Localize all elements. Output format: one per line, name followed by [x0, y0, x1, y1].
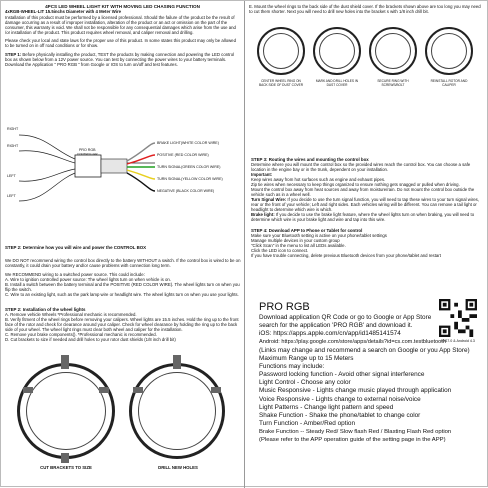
step2-item-a: A. Wire to ignition controlled power source: The wheel lights turn on when vehicle is on.	[5, 277, 171, 282]
brake-light-heading: Brake light:	[251, 212, 275, 217]
step2b-item-b: B. Verify fitment of the wheel rings before removing your calipers. Wheel lights are 15.5 inches. Hold the ring up to the front face of the rotor and check for clearance around your caliper. Check for wheel clearance by holding the ring up to the back side of your wheel. The wheel light rings must clear both wheel and caliper for the installation.	[5, 317, 239, 332]
wheel-step-1	[257, 27, 305, 75]
step1-body: Before physically installing the product, TEST the products by making connection and powering the LED control box as shown below from a 12V power source. You can test by connecting the power wires to your battery terminals. Download the Application " PRO RGB " from Google or IOS to turn on/off and test features.	[5, 52, 235, 67]
controller-box	[75, 155, 101, 177]
step1-text	[5, 52, 240, 67]
bracket-top	[61, 355, 69, 369]
intro-laws: Please check your local and state laws for the proper use of this product. In some states this product may only be allowed to be turned on in off road conditions or for show.	[5, 38, 236, 48]
wire-left-2	[19, 173, 75, 201]
app-line-14: Turn Function - Amber/Red option	[259, 420, 356, 428]
step2b-item-d: D. Cut brackets to size if needed and drill holes to your rotor dust shields (1/8 inch drill bit)	[5, 337, 176, 342]
step2b-heading: STEP 2: Installation of the wheel lights	[5, 307, 86, 312]
wheel-caption-1: CENTER WHEEL RING ON BACK SIDE OF DUST COVER	[258, 79, 304, 87]
app-line-12: Light Patterns - Change light pattern and speed	[259, 403, 394, 411]
app-line-16: (Please refer to the APP operation guide of the setting page in the APP)	[259, 437, 446, 444]
wheel-step-2	[313, 27, 361, 75]
wheel-ring-cut-brackets	[17, 363, 115, 459]
wheel-ring-drill-holes	[129, 363, 225, 459]
app-line-7: Functions may include:	[259, 362, 325, 370]
label-left-1: LEFT	[7, 174, 16, 178]
step2b-item-a: A. Remove vehicle Wheels *Professional mechanic is recommended.	[5, 312, 137, 317]
app-line-9: Light Control - Choose any color	[259, 379, 351, 387]
brake-light-text: If you decide to use the brake light feature, where the wheel lights turn on when braking, you will need to determine which wire is your brake light and wire and tap into this wire.	[251, 212, 475, 222]
step2b-item-c: C. Remove your brake components(). *Professional mechanic is recommended.	[5, 332, 157, 337]
app-line-6: Maximum Range up to 15 Meters	[259, 354, 354, 362]
label-right-1: RIGHT	[7, 127, 19, 131]
app-line-10: Music Responsive - Lights change music played through application	[259, 387, 452, 395]
turn-signal-heading: Turn Signal Wire:	[251, 197, 287, 202]
output-wires	[127, 143, 155, 191]
wheel-step-3	[369, 27, 417, 75]
step4-heading: STEP 4: Download APP to Phone or Tablet for control	[251, 228, 363, 233]
app-line-5: (Links may change and recommend a search on Google or you App Store)	[259, 346, 470, 354]
caption-cut-brackets: CUT BRACKETS TO SIZE	[40, 465, 92, 470]
app-line-1: Download application QR Code or go to Google or App Store	[259, 314, 432, 321]
model-line: 4xRGB-WHEEL-LIT 15.5inchs Diameter with 4 Meter Wire	[5, 9, 122, 14]
label-right-2: RIGHT	[7, 144, 19, 148]
app-line-android: Android: https://play.google.com/store/apps/details?id=cs.com.testbluetooth	[259, 339, 446, 346]
wire-label-brake: BRAKE LIGHT(WHITE COLOR WIRE)	[157, 141, 219, 145]
wheel-caption-4: REINSTALL ROTOR AND CALIPER	[430, 79, 468, 87]
qr-code-label: IOS7.0 & Android 4.3	[441, 339, 475, 343]
step3-text: Determine where you will mount the control box so the provided wires reach the control box. You can choose a safe location in the engine bay or in the trunk, dependent on your installation.	[251, 162, 471, 172]
bracket-right	[99, 387, 109, 393]
step-e-text: E. Mount the wheel rings to the back side of the dust shield cover. If the brackets shown above are too long you may need to cut them shorter. Next you will need to drill new holes into the bracket s with 1/8 inch drill bit.	[249, 4, 481, 14]
label-left-2: LEFT	[7, 194, 16, 198]
wire-left-1	[19, 169, 75, 181]
turn-signal-text: If you decide to use the turn signal function, you will need to tap these wires to your turn signal wires, rear or the front of your vehicle; Left and right sides. Each vehicles wiring will be different. You can remove a tail light or headlight to determine which wire is which.	[251, 197, 479, 212]
step2-heading: STEP 2: Determine how you will wire and power the CONTROL BOX	[5, 245, 147, 250]
caption-drill-holes: DRILL NEW HOLES	[158, 465, 198, 470]
step3-heading: STEP 3: Routing the wires and mounting the control box	[251, 157, 369, 162]
controller-module	[101, 159, 127, 173]
wire-label-positive: POSITIVE (RED COLOR WIRE)	[157, 153, 209, 157]
step1-heading: STEP 1:	[5, 52, 22, 57]
wire-label-negative: NEGATIVE (BLACK COLOR WIRE)	[157, 189, 215, 193]
wheel-caption-2: MARK AND DRILL HOLES IN DUST COVER	[315, 79, 359, 87]
sheet-title: 4PCS LED WHEEL LIGHT KIT WITH MOVING LED CHASING FUNCTION	[45, 4, 200, 9]
wire-label-yellow: TURN SIGNAL(YELLOW COLOR WIRE)	[157, 177, 223, 181]
wheel-step-4	[425, 27, 473, 75]
intro-warranty: Installation of this product must be performed by a licensed professional. Should the failure of the product be the result of damage occurring as a result of improper installation, alteration of the product or an act or omission on the part of the consumer, this warranty is void. We shall not be responsible for any consequential damages which arise from the use and /or installation of the product. This product requires wheel removal, and caliper removal and drilling.	[5, 15, 236, 35]
app-line-8: Password locking function - Avoid other signal interference	[259, 371, 425, 379]
bracket-left-2	[133, 387, 143, 393]
bracket-bottom	[61, 453, 69, 463]
app-line-11: Voice Responsive - Lights change to external noise/voice	[259, 395, 421, 403]
step2-warning: We DO NOT recommend wiring the control box directly to the battery WITHOUT a switch. If the control box is wired to be on constantly, it could drain your battery and/or cause problems with connection long term.	[5, 258, 241, 268]
qr-code-icon	[439, 299, 477, 337]
step4-text: Make sure your Bluetooth setting is active on your phone/tablet settings Manage multiple devices in your custom group "Click Scan" in the menu to list all LEDs available. Click the LED icon to connect. If you have trouble connecting, delete previous Bluetooth devices from your phone/tablet and restart	[251, 233, 441, 258]
wheel-caption-3: SECURE RING WITH SCREWS/BOLT	[377, 79, 409, 87]
wire-right-2	[19, 151, 75, 163]
controller-label-2: CONTROLLER	[77, 152, 98, 156]
bracket-right-2	[211, 387, 221, 393]
step2-item-c: C. Wire to an existing light, such as the park lamp wire or headlight wire. The wheel lights turn on when you use your lights.	[5, 292, 239, 297]
bracket-left	[23, 387, 33, 393]
important-text: Keep wires away from hot surfaces such as engine and exhaust pipes. Zip tie wires when necessary to keep things organized to ensure nothing gets snagged or pulled when driving. Mount the control box away from heat sources and away from moisture/rain. Do not mount the control box outside the vehicle such as in a wheel well.	[251, 177, 475, 197]
app-line-ios: iOS: https://apps.apple.com/cn/app/id1485141574	[259, 330, 401, 338]
step2-recommend: We RECOMMEND wiring to a switched power source. This could include:	[5, 272, 145, 277]
controller-label-1: PRO RGB	[79, 148, 96, 152]
app-title: PRO RGB	[259, 301, 310, 313]
wiring-diagram	[5, 121, 241, 229]
important-heading: Important:	[251, 172, 273, 177]
step2-item-b: B. Install a switch between the battery terminal and the POSITIVE (RED COLOR WIRE). The wheel lights turn on when you flip the switch.	[5, 282, 240, 292]
wire-right-1	[19, 135, 75, 159]
app-line-15: Brake Function -- Steady Red/ Slow flash Red / Blasting Flash Red option	[259, 429, 452, 436]
wire-label-green: TURN SIGNAL(GREEN COLOR WIRE)	[157, 165, 221, 169]
app-line-13: Shake Function - Shake the phone/tablet to change color	[259, 411, 421, 419]
bracket-top-2	[173, 355, 181, 369]
app-line-2: search for the application 'PRO RGB' and download it.	[259, 322, 413, 330]
